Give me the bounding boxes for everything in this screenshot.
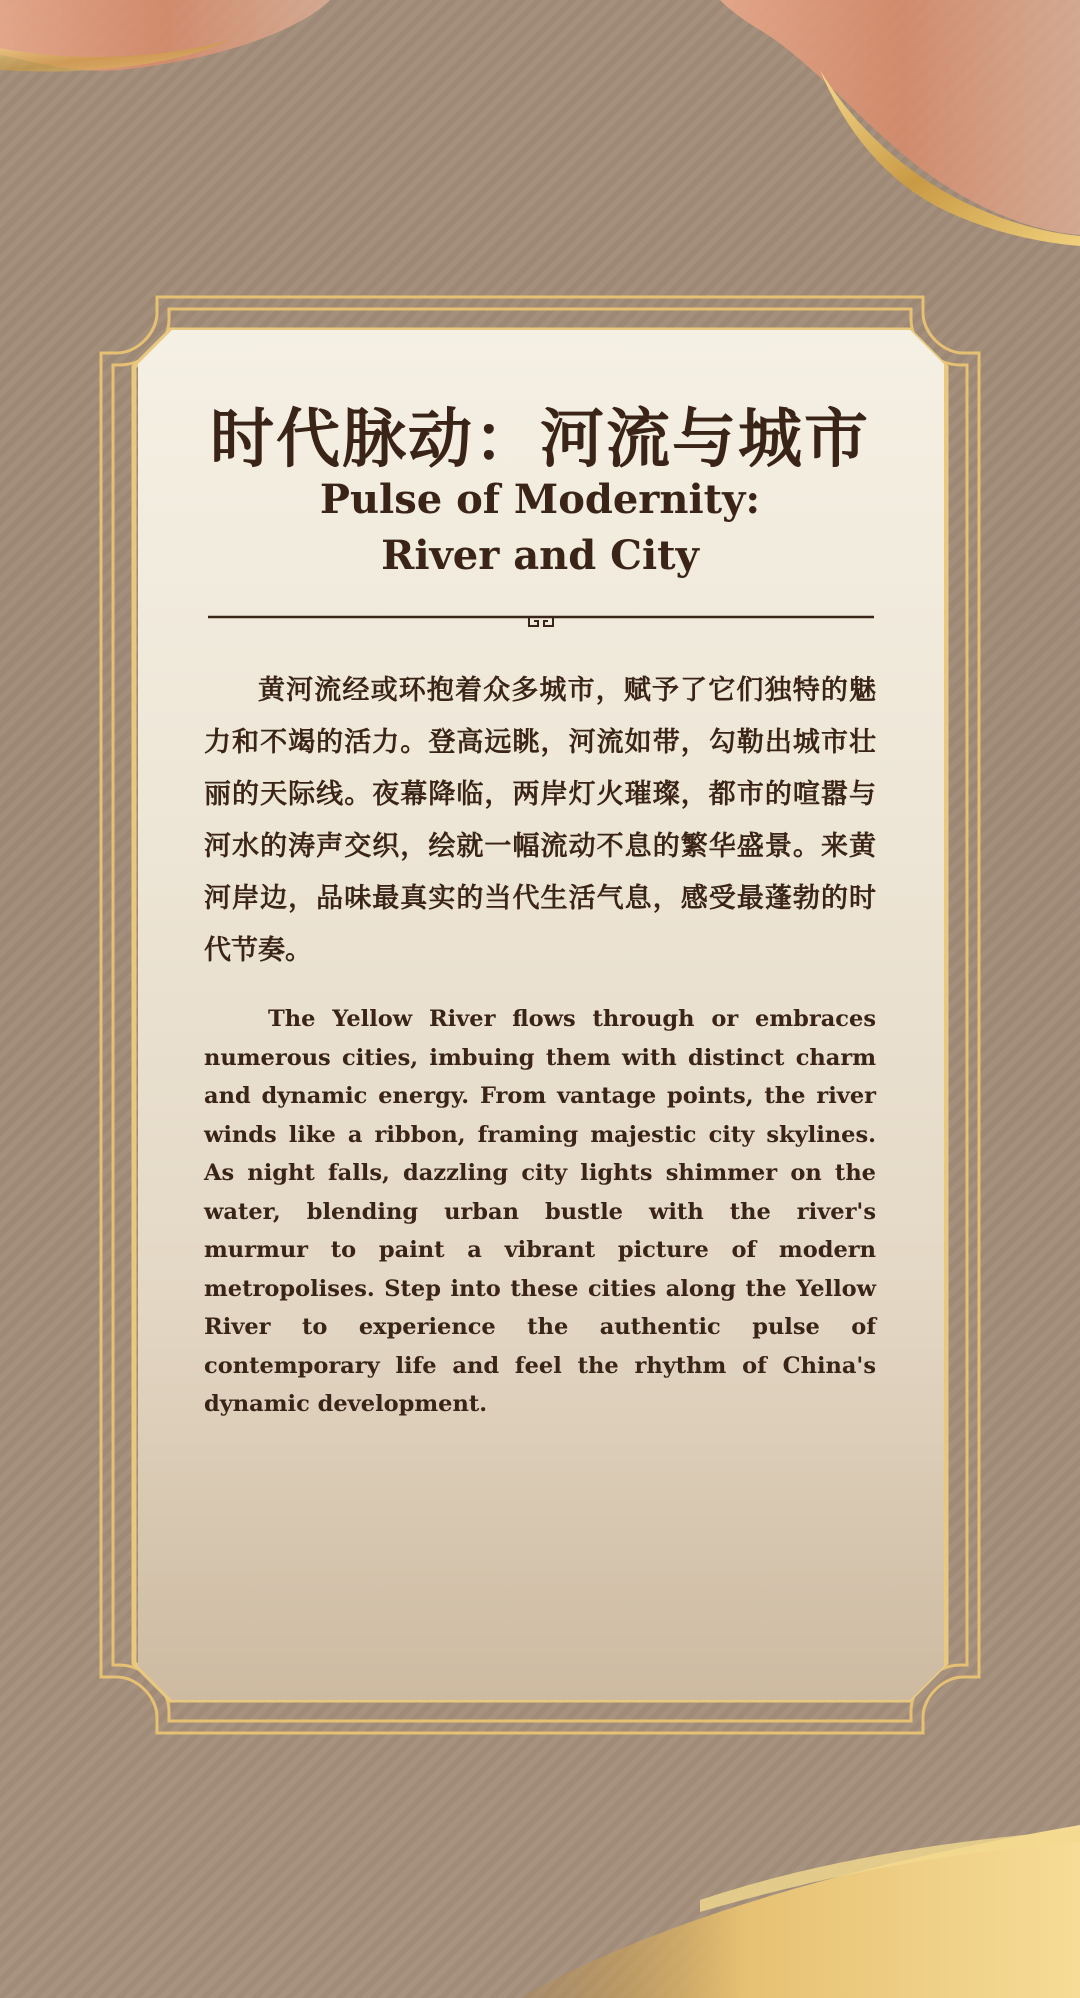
body-text-chinese: 黄河流经或环抱着众多城市，赋予了它们独特的魅力和不竭的活力。登高远眺，河流如带，勾勒出城市壮丽的天际线。夜幕降临，两岸灯火璀璨，都市的喧嚣与河水的涛声交织，绘就一幅流动不息的繁华盛景。来黄河岸边，品味最真实的当代生活气息，感受最蓬勃的时代节奏。 [204, 675, 876, 966]
top-left-coral-stroke [0, 0, 330, 71]
top-left-gold-stroke [0, 40, 230, 72]
title-english [140, 472, 940, 584]
fret-ornament-icon [529, 617, 553, 626]
bottom-right-gold-stroke-large [520, 1825, 1080, 1998]
title-divider [208, 612, 874, 628]
title-chinese: 时代脉动：河流与城市 [210, 402, 870, 477]
body-text-english: The Yellow River flows through or embraces numerous cities, imbuing them with distinct charm and dynamic energy. From vantage points, the river winds like a ribbon, framing majestic city skylines. As night falls, dazzling city lights shimmer on the water, blending urban bustle with the river's murmur to paint a vibrant picture of modern metropolises. Step into these cities along the Yellow River to experience the authentic pulse of contemporary life and feel the rhythm of China's dynamic development. [204, 1006, 876, 1417]
top-right-coral-stroke [720, 0, 1080, 235]
title-english-line-2: River and City [381, 532, 699, 579]
bottom-right-gold-stroke-thin [700, 1830, 1080, 1912]
title-english-line-1: Pulse of Modernity: [319, 476, 761, 523]
top-right-gold-stroke [820, 70, 1080, 246]
